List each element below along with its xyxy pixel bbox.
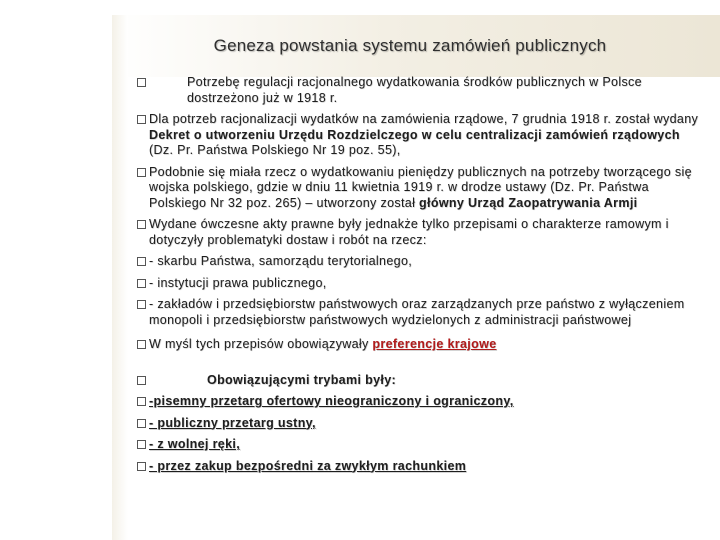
checkbox-bullet-icon <box>137 440 146 449</box>
checkbox-bullet-icon <box>137 340 146 349</box>
list-item: Podobnie się miała rzecz o wydatkowaniu pieniędzy publicznych na potrzeby tworzącego się wojska polskiego, gdzie w dniu 11 kwietnia 1919 r. w drodze ustawy (Dz. Pr. Państwa Polskiego Nr 32 poz. 265) – utworzony został główny Urząd Zaopatrywania Armji <box>137 165 707 212</box>
list-item: - przez zakup bezpośredni za zwykłym rachunkiem <box>137 459 707 475</box>
left-decor-strip <box>112 15 128 540</box>
list-item: - instytucji prawa publicznego, <box>137 276 707 292</box>
list-item: Potrzebę regulacji racjonalnego wydatkowania środków publicznych w Polsce dostrzeżono już w 1918 r. <box>137 75 707 106</box>
list-item: W myśl tych przepisów obowiązywały preferencje krajowe <box>137 337 707 353</box>
list-item: Wydane ówczesne akty prawne były jednakże tylko przepisami o charakterze ramowym i dotyczyły problematyki dostaw i robót na rzecz: <box>137 217 707 248</box>
slide-title: Geneza powstania systemu zamówień publicznych <box>213 36 607 55</box>
checkbox-bullet-icon <box>137 279 146 288</box>
list-item: -pisemny przetarg ofertowy nieograniczony i ograniczony, <box>137 394 707 410</box>
checkbox-bullet-icon <box>137 220 146 229</box>
checkbox-bullet-icon <box>137 168 146 177</box>
list-item: - zakładów i przedsiębiorstw państwowych oraz zarządzanych prze państwo z wyłączeniem monopoli i przedsiębiorstw państwowych wydzielonych z administracji państwowej <box>137 297 707 328</box>
checkbox-bullet-icon <box>137 115 146 124</box>
preferences-link[interactable]: preferencje krajowe <box>372 337 497 351</box>
checkbox-bullet-icon <box>137 419 146 428</box>
list-item: - z wolnej ręki, <box>137 437 707 453</box>
list-item: - skarbu Państwa, samorządu terytorialnego, <box>137 254 707 270</box>
list-item: Obowiązującymi trybami były: <box>137 373 707 389</box>
checkbox-bullet-icon <box>137 78 146 87</box>
checkbox-bullet-icon <box>137 376 146 385</box>
bullet-list <box>137 75 707 474</box>
checkbox-bullet-icon <box>137 257 146 266</box>
checkbox-bullet-icon <box>137 300 146 309</box>
list-item: - publiczny przetarg ustny, <box>137 416 707 432</box>
checkbox-bullet-icon <box>137 397 146 406</box>
checkbox-bullet-icon <box>137 462 146 471</box>
list-item: Dla potrzeb racjonalizacji wydatków na zamówienia rządowe, 7 grudnia 1918 r. został wydany Dekret o utworzeniu Urzędu Rozdzielczego w celu centralizacji zamówień rządowych (Dz. Pr. Państwa Polskiego Nr 19 poz. 55), <box>137 112 707 159</box>
